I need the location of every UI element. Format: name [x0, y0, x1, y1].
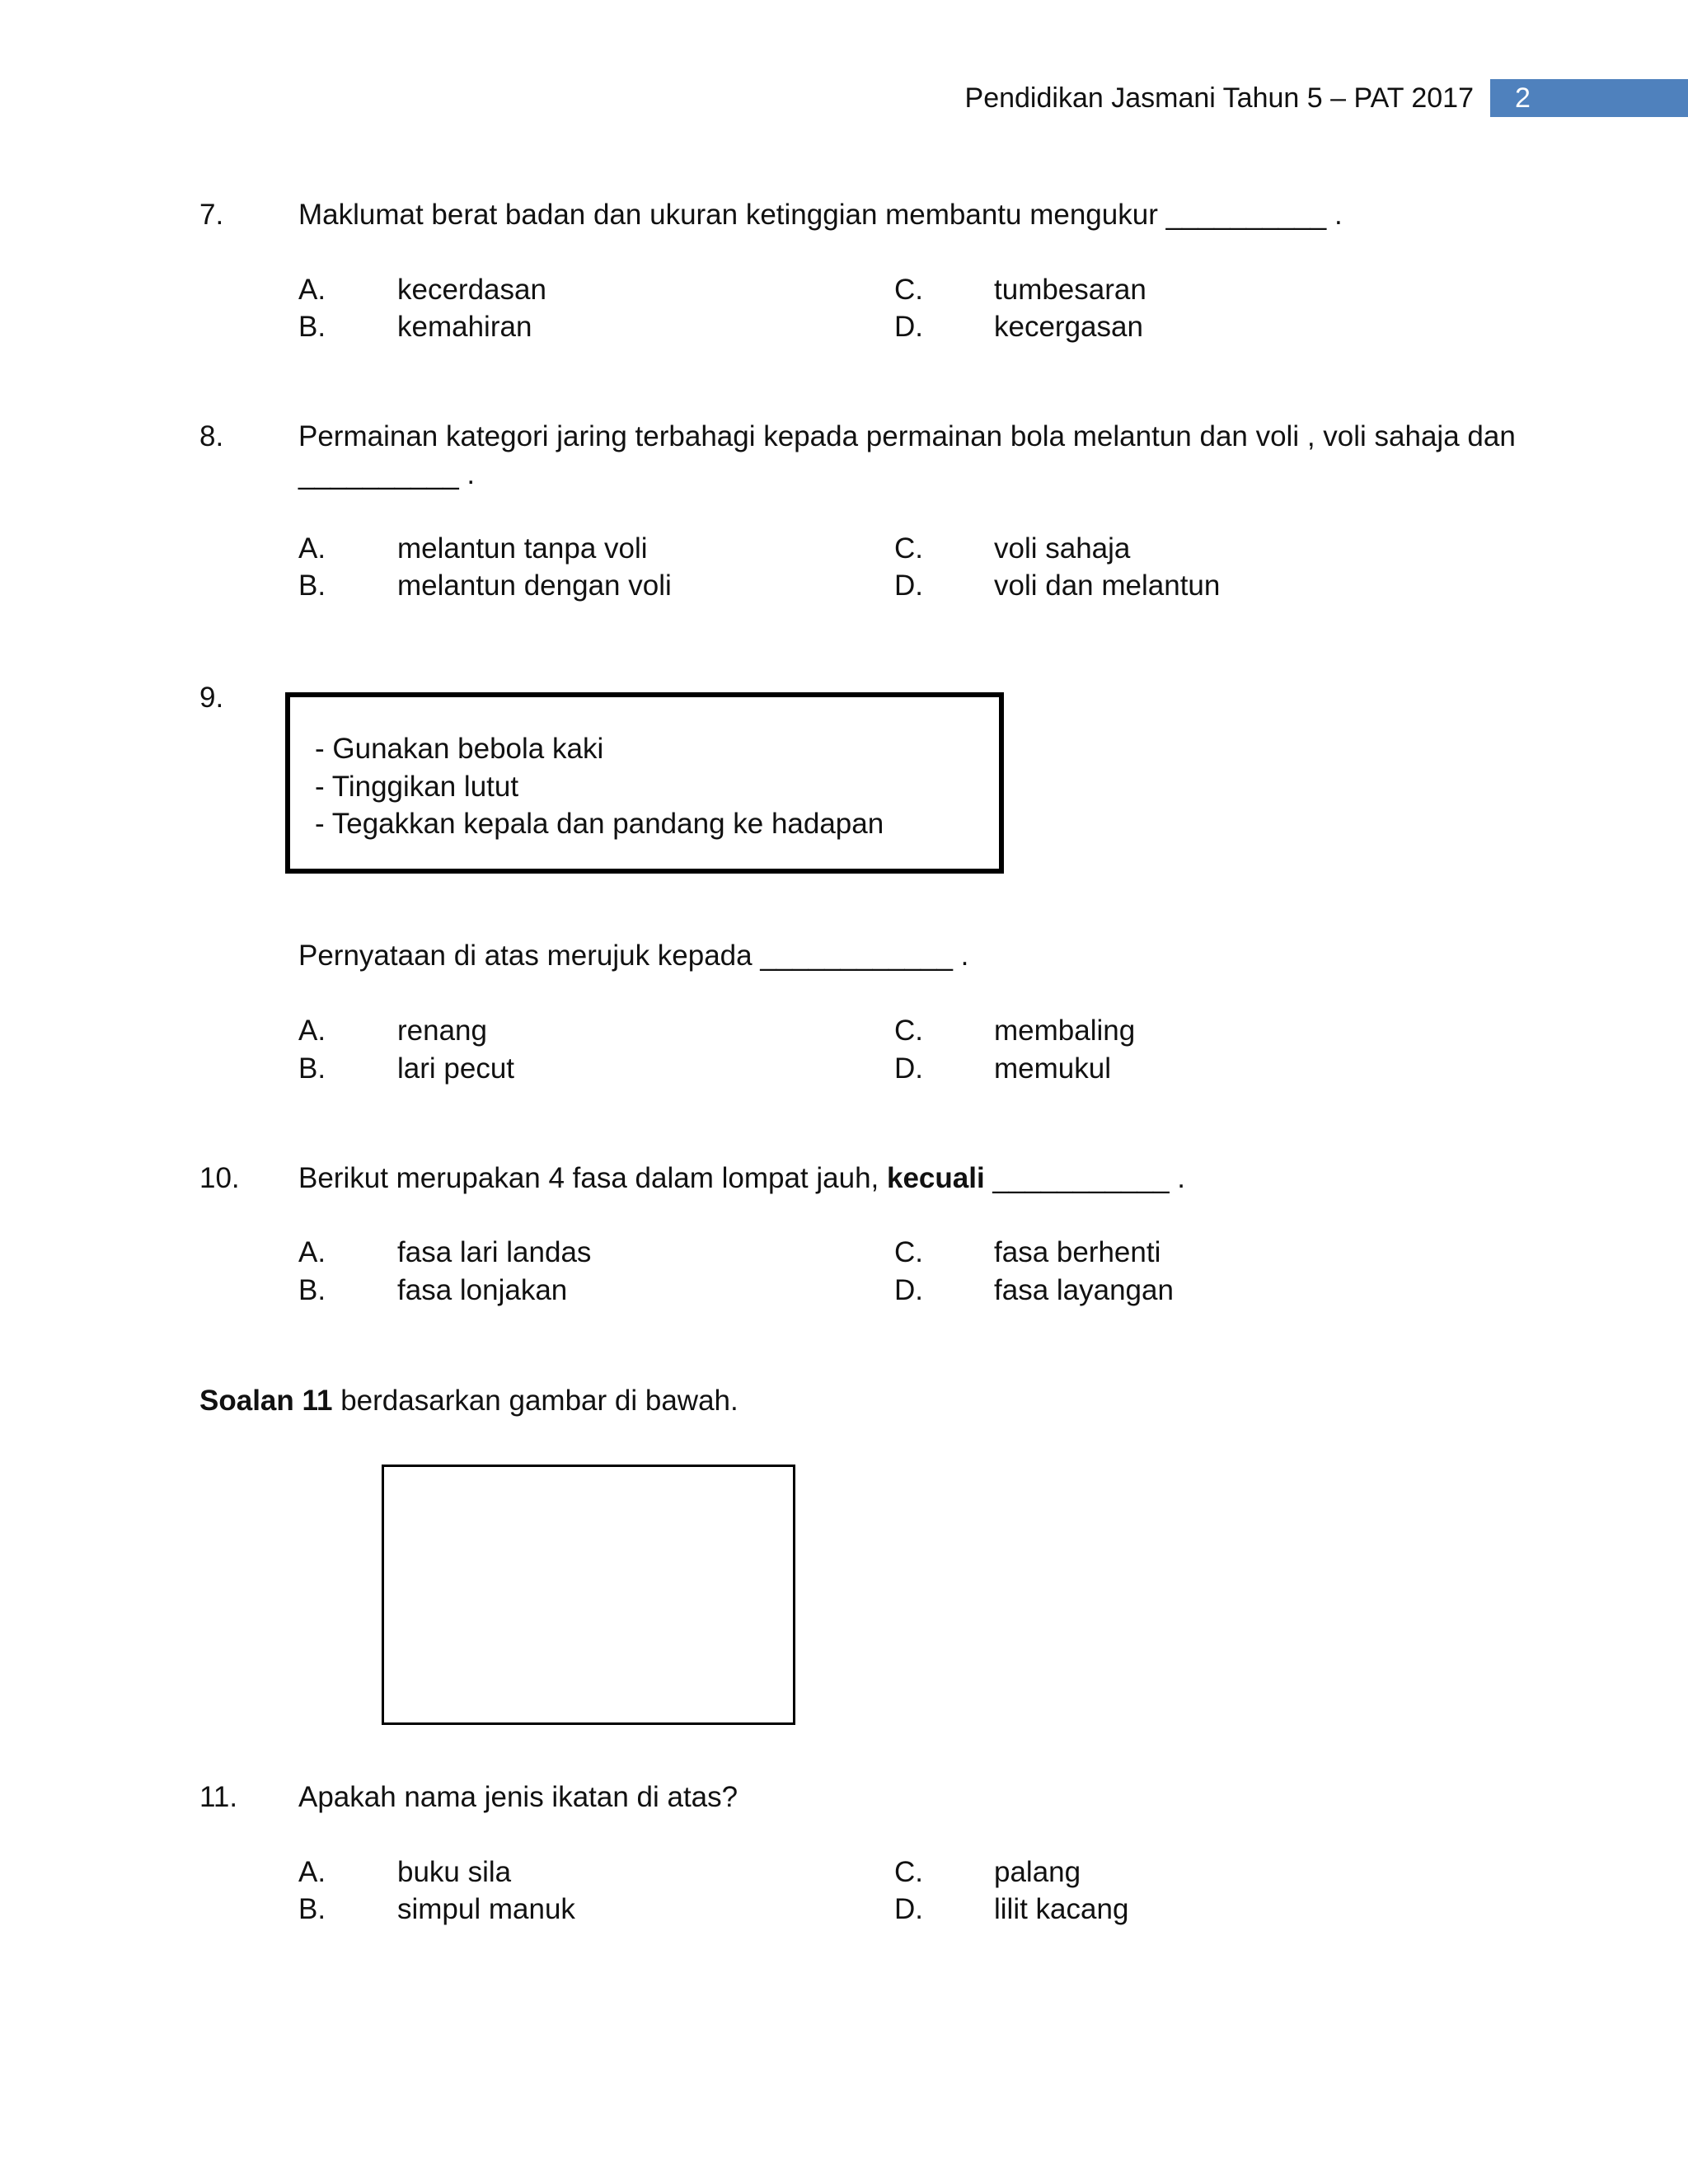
q10-option-a-text: fasa lari landas — [397, 1236, 592, 1268]
q10-option-c-letter: C. — [894, 1236, 923, 1268]
question-7-number: 7. — [199, 199, 224, 231]
q9-option-b-letter: B. — [298, 1052, 326, 1085]
q11-option-d-text: lilit kacang — [994, 1893, 1129, 1925]
q8-option-c-text: voli sahaja — [994, 532, 1131, 565]
question-8-text-line-1: Permainan kategori jaring terbahagi kepada permainan bola melantun dan voli , voli sahaja dan — [298, 420, 1516, 452]
q9-option-a-letter: A. — [298, 1015, 326, 1047]
q8-option-b-text: melantun dengan voli — [397, 569, 672, 602]
q8-option-d-text: voli dan melantun — [994, 569, 1221, 602]
question-8-text-line-2: __________ . — [298, 458, 476, 490]
q9-option-c-text: membaling — [994, 1015, 1136, 1047]
q7-option-c-letter: C. — [894, 274, 923, 306]
q10-option-d-letter: D. — [894, 1274, 923, 1306]
q7-option-a-letter: A. — [298, 274, 326, 306]
question-11-image-frame — [382, 1465, 795, 1725]
q11-option-a-text: buku sila — [397, 1856, 512, 1888]
q9-option-a-text: renang — [397, 1015, 487, 1047]
section-11-bold: Soalan 11 — [199, 1385, 333, 1417]
q8-option-b-letter: B. — [298, 569, 326, 602]
q11-option-b-letter: B. — [298, 1893, 326, 1925]
section-11-rest: berdasarkan gambar di bawah. — [332, 1385, 738, 1417]
section-11-instruction — [199, 1382, 738, 1420]
q9-option-c-letter: C. — [894, 1015, 923, 1047]
q11-option-a-letter: A. — [298, 1856, 326, 1888]
q8-option-a-text: melantun tanpa voli — [397, 532, 648, 565]
question-10-text-bold: kecuali — [887, 1162, 985, 1194]
q11-option-c-letter: C. — [894, 1856, 923, 1888]
statement-line: - Gunakan bebola kaki — [315, 733, 604, 765]
q8-option-a-letter: A. — [298, 532, 326, 565]
q11-option-d-letter: D. — [894, 1893, 923, 1925]
question-11-number: 11. — [199, 1781, 238, 1813]
question-7-text: Maklumat berat badan dan ukuran ketinggian membantu mengukur __________ . — [298, 199, 1343, 231]
q10-option-c-text: fasa berhenti — [994, 1236, 1161, 1268]
question-10-number: 10. — [199, 1162, 240, 1194]
question-10-text-before: Berikut merupakan 4 fasa dalam lompat jauh, — [298, 1162, 887, 1194]
q9-option-d-letter: D. — [894, 1052, 923, 1085]
question-8-number: 8. — [199, 420, 224, 452]
q7-option-d-text: kecergasan — [994, 311, 1143, 343]
page-number-badge: 2 — [1490, 79, 1688, 117]
statement-line: - Tegakkan kepala dan pandang ke hadapan — [315, 808, 884, 840]
question-9-statement-box — [285, 692, 1004, 874]
q11-option-c-text: palang — [994, 1856, 1081, 1888]
q8-option-d-letter: D. — [894, 569, 923, 602]
question-10-text-after: ___________ . — [984, 1162, 1185, 1194]
q7-option-a-text: kecerdasan — [397, 274, 546, 306]
header-title: Pendidikan Jasmani Tahun 5 – PAT 2017 — [964, 82, 1474, 114]
q9-option-d-text: memukul — [994, 1052, 1111, 1085]
statement-line: - Tinggikan lutut — [315, 771, 519, 803]
q10-option-d-text: fasa layangan — [994, 1274, 1174, 1306]
q7-option-d-letter: D. — [894, 311, 923, 343]
question-11-text: Apakah nama jenis ikatan di atas? — [298, 1781, 738, 1813]
question-9-number: 9. — [199, 682, 224, 714]
q8-option-c-letter: C. — [894, 532, 923, 565]
q7-option-b-letter: B. — [298, 311, 326, 343]
q10-option-b-letter: B. — [298, 1274, 326, 1306]
q11-option-b-text: simpul manuk — [397, 1893, 575, 1925]
question-10-text — [298, 1160, 1185, 1197]
q9-option-b-text: lari pecut — [397, 1052, 515, 1085]
q7-option-c-text: tumbesaran — [994, 274, 1146, 306]
q7-option-b-text: kemahiran — [397, 311, 532, 343]
q10-option-a-letter: A. — [298, 1236, 326, 1268]
q10-option-b-text: fasa lonjakan — [397, 1274, 568, 1306]
question-9-text: Pernyataan di atas merujuk kepada ____________ . — [298, 940, 969, 972]
